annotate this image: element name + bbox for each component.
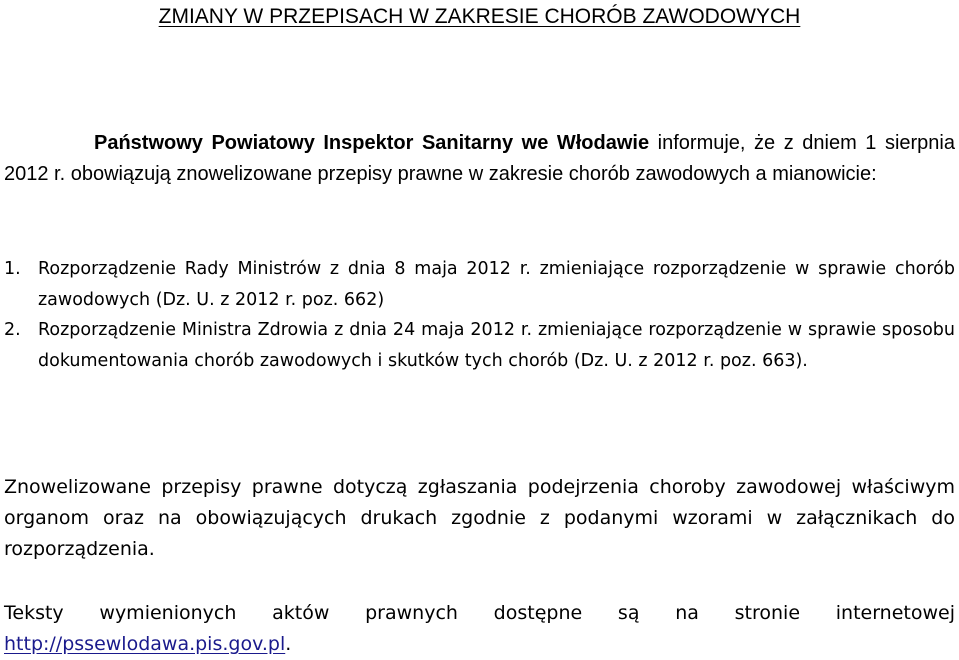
list-item <box>4 315 955 376</box>
notice-paragraph: Znowelizowane przepisy prawne dotyczą zgłaszania podejrzenia choroby zawodowej właściwym organom oraz na obowiązujących drukach zgodnie z podanymi wzorami w załącznikach do rozporządzenia. <box>4 476 955 560</box>
website-link[interactable]: http://pssewlodawa.pis.gov.pl <box>4 633 286 655</box>
list-item-text: Rozporządzenie Rady Ministrów z dnia 8 maja 2012 r. zmieniające rozporządzenie w sprawie chorób zawodowych (Dz. U. z 2012 r. poz. 662) <box>38 259 955 310</box>
intro-paragraph <box>4 128 955 190</box>
links-period: . <box>285 633 292 655</box>
list-item-number: 2. <box>4 320 21 340</box>
regulations-list <box>4 254 955 376</box>
list-item-number: 1. <box>4 259 21 279</box>
list-item <box>4 254 955 315</box>
inspector-name: Państwowy Powiatowy Inspektor Sanitarny we Włodawie <box>94 132 650 154</box>
list-item-text: Rozporządzenie Ministra Zdrowia z dnia 24 maja 2012 r. zmieniające rozporządzenie w sprawie sposobu dokumentowania chorób zawodowych i skutków tych chorób (Dz. U. z 2012 r. poz. 663). <box>38 320 955 371</box>
intro-text: informuje, że z dniem 1 sierpnia 2012 r. obowiązują znowelizowane przepisy prawne w zakresie chorób zawodowych a mianowicie: <box>4 132 955 185</box>
links-paragraph <box>4 598 955 660</box>
links-text: Teksty wymienionych aktów prawnych dostępne są na stronie internetowej <box>4 602 955 624</box>
page-title: ZMIANY W PRZEPISACH W ZAKRESIE CHORÓB ZAWODOWYCH <box>158 5 801 28</box>
